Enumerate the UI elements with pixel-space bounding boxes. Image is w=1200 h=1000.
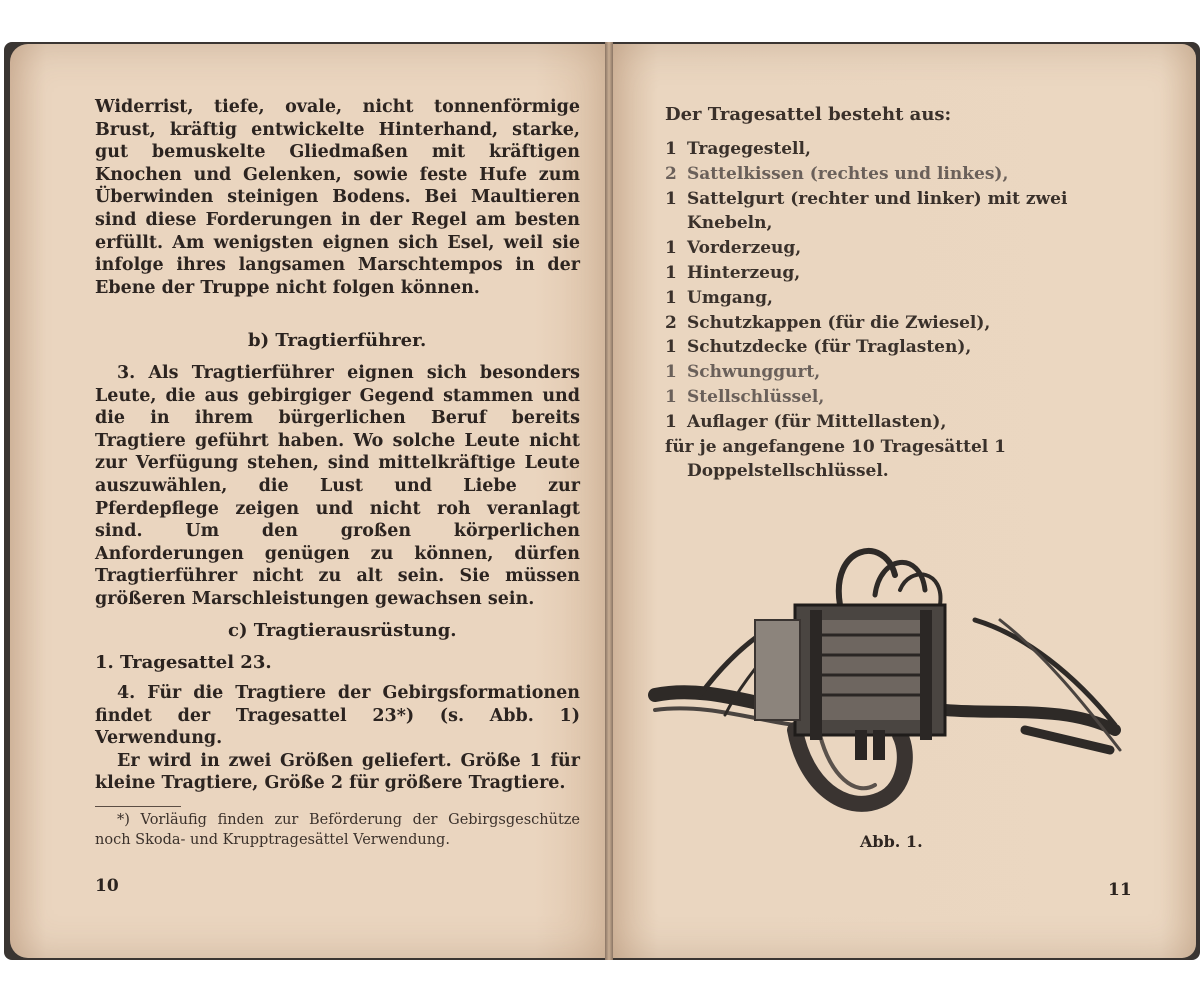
paragraph-4 — [95, 682, 580, 795]
item-quantity: 1 — [665, 386, 677, 407]
list-item — [665, 311, 1140, 336]
list-item — [665, 236, 1140, 261]
item-quantity: 1 — [665, 362, 677, 383]
page-number-left: 10 — [95, 876, 119, 896]
list-item — [665, 137, 1140, 162]
heading-tragesattel-23: 1. Tragesattel 23. — [95, 652, 272, 673]
paragraph-text: Er wird in zwei Größen geliefert. Größe 1 für kleine Tragtiere, Größe 2 für größere Tragtiere. — [95, 750, 580, 794]
item-quantity: 1 — [665, 188, 677, 209]
figure-caption: Abb. 1. — [860, 832, 923, 851]
list-item — [665, 286, 1140, 311]
parts-list-heading: Der Tragesattel besteht aus: — [665, 104, 952, 125]
item-text: Schutzkappen (für die Zwiesel), — [687, 312, 991, 333]
item-text: Auflager (für Mittellasten), — [687, 411, 947, 432]
item-quantity: 1 — [665, 238, 677, 259]
item-text: Umgang, — [687, 287, 773, 308]
list-item — [665, 162, 1140, 187]
item-quantity: 1 — [665, 262, 677, 283]
list-item — [665, 261, 1140, 286]
item-text: Tragegestell, — [687, 139, 811, 159]
closing-line — [665, 435, 1140, 485]
paragraph-text: 3. Als Tragtierführer eignen sich besonders Leute, die aus gebirgiger Gegend stammen und die in ihrem bürgerlichen Beruf bereits Tragtiere geführt haben. Wo solche Leute nicht zur Verfügung stehen, sind mittelkräftige Leute auszuwählen, die Lust und Liebe zur Pferdepflege zeigen und nicht roh veranlagt sind. Um den großen körperlichen Anforderungen genügen zu können, dürfen Tragtierführer nicht zu alt sein. Sie müssen größeren Marschleistungen gewachsen sein. — [95, 363, 580, 609]
item-text: Vorderzeug, — [687, 238, 802, 259]
paragraph-text: Widerrist, tiefe, ovale, nicht tonnenförmige Brust, kräftig entwickelte Hinterhand, starke, gut bemuskelte Gliedmaßen mit kräftigen Knochen und Gelenken, sowie feste Hufe zum Überwinden steinigen Bodens. Bei Maultieren sind diese Forderungen in der Regel am besten erfüllt. Am wenigsten eignen sich Esel, weil sie infolge ihres langsamen Marschtempos in der Ebene der Truppe nicht folgen können. — [95, 97, 580, 298]
footnote — [95, 810, 580, 850]
item-text: Schutzdecke (für Traglasten), — [687, 337, 972, 358]
closing-text: für je angefangene 10 Tragesättel 1 Doppelstellschlüssel. — [665, 436, 1006, 482]
footnote-text: *) Vorläufig finden zur Beförderung der Gebirgsgeschütze noch Skoda- und Krupptragesättel Verwendung. — [95, 812, 580, 848]
book-gutter — [605, 42, 613, 960]
paragraph-3 — [95, 362, 580, 611]
bottom-margin — [0, 960, 1200, 1000]
item-quantity: 2 — [665, 163, 677, 184]
item-text: Sattelkissen (rechtes und linkes), — [687, 163, 1009, 184]
list-item — [665, 360, 1140, 385]
item-text: Hinterzeug, — [687, 262, 801, 283]
pack-saddle-illustration — [645, 535, 1125, 825]
footnote-rule — [95, 806, 181, 807]
item-quantity: 1 — [665, 337, 677, 358]
list-item — [665, 187, 1140, 237]
heading-tragtierausruestung: c) Tragtierausrüstung. — [228, 620, 457, 641]
item-text: Stellschlüssel, — [687, 386, 825, 407]
item-quantity: 1 — [665, 411, 677, 432]
item-text: Sattelgurt (rechter und linker) mit zwei Knebeln, — [687, 188, 1068, 234]
heading-tragtierfuehrer: b) Tragtierführer. — [248, 330, 427, 351]
continued-paragraph — [95, 96, 580, 299]
item-quantity: 1 — [665, 287, 677, 308]
item-quantity: 2 — [665, 312, 677, 333]
page-number-right: 11 — [1108, 880, 1132, 900]
list-item — [665, 335, 1140, 360]
item-text: Schwunggurt, — [687, 362, 821, 383]
paragraph-text: 4. Für die Tragtiere der Gebirgsformationen findet der Tragesattel 23*) (s. Abb. 1) Verwendung. — [95, 683, 580, 749]
item-quantity: 1 — [665, 139, 677, 159]
list-item — [665, 385, 1140, 410]
list-item — [665, 410, 1140, 435]
parts-list — [665, 137, 1140, 484]
top-margin — [0, 0, 1200, 42]
